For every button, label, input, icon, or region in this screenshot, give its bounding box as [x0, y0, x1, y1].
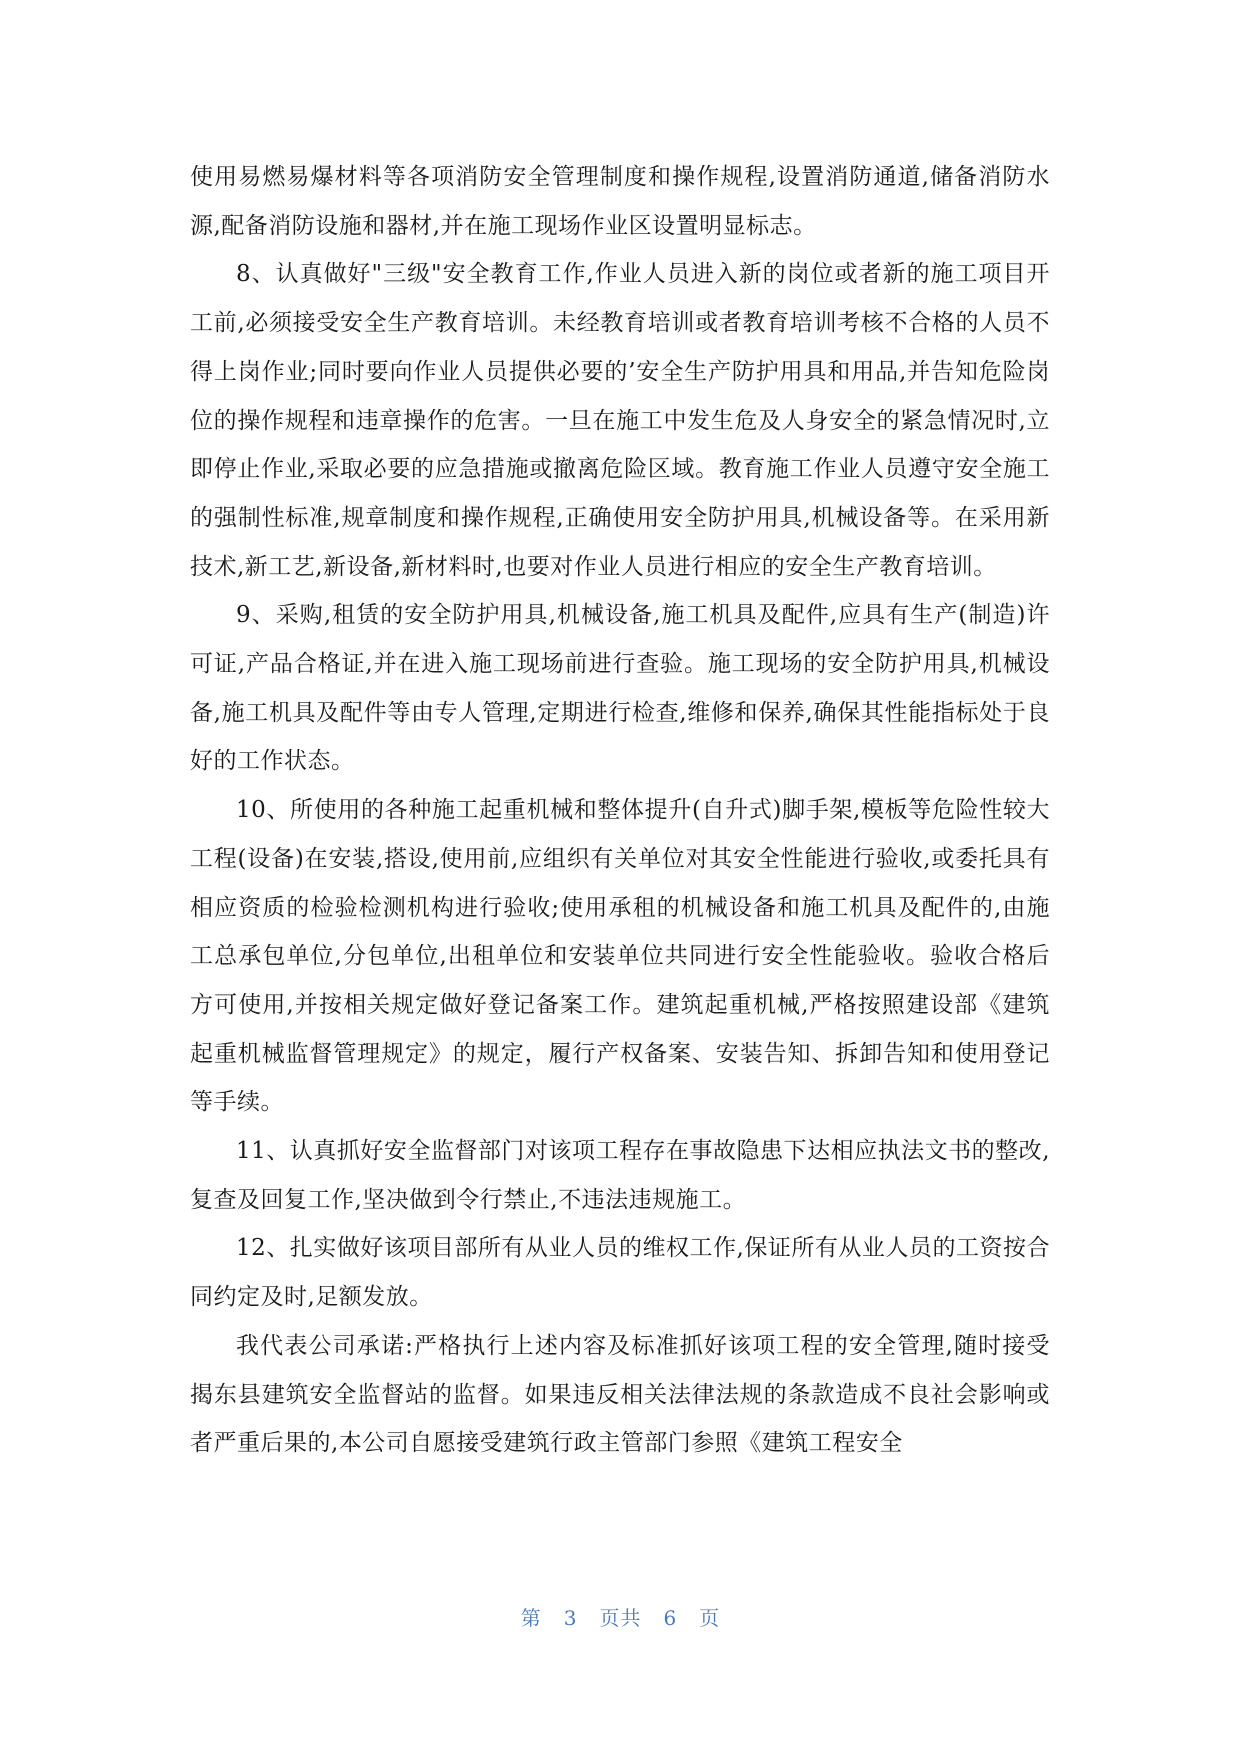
footer-prefix: 第	[520, 1606, 542, 1630]
paragraph-item-8: 8、认真做好"三级"安全教育工作,作业人员进入新的岗位或者新的施工项目开工前,必须接受安全生产教育培训。未经教育培训或者教育培训考核不合格的人员不得上岗作业;同时要向作业人员提供必要的’安全生产防护用具和用品,并告知危险岗位的操作规程和违章操作的危害。一旦在施工中发生危及人身安全的紧急情况时,立即停止作业,采取必要的应急措施或撤离危险区域。教育施工作业人员遵守安全施工的强制性标准,规章制度和操作规程,正确使用安全防护用具,机械设备等。在采用新技术,新工艺,新设备,新材料时,也要对作业人员进行相应的安全生产教育培训。	[190, 261, 1050, 580]
paragraph-item-10: 10、所使用的各种施工起重机械和整体提升(自升式)脚手架,模板等危险性较大工程(设备)在安装,搭设,使用前,应组织有关单位对其安全性能进行验收,或委托具有相应资质的检验检测机构进行验收;使用承租的机械设备和施工机具及配件的,由施工总承包单位,分包单位,出租单位和安装单位共同进行安全性能验收。验收合格后方可使用,并按相关规定做好登记备案工作。建筑起重机械,严格按照建设部《建筑起重机械监督管理规定》的规定，履行产权备案、安装告知、拆卸告知和使用登记等手续。	[190, 797, 1050, 1116]
paragraph-item-12: 12、扎实做好该项目部所有从业人员的维权工作,保证所有从业人员的工资按合同约定及时,足额发放。	[190, 1235, 1050, 1311]
page-footer	[0, 1602, 1241, 1631]
paragraph-fire-safety-continued: 使用易燃易爆材料等各项消防安全管理制度和操作规程,设置消防通道,储备消防水源,配备消防设施和器材,并在施工现场作业区设置明显标志。	[190, 164, 1050, 239]
footer-total-pages: 6	[663, 1606, 678, 1630]
document-body	[190, 153, 1050, 1468]
footer-suffix: 页	[699, 1606, 721, 1630]
footer-middle: 页共	[599, 1606, 642, 1630]
paragraph-item-9: 9、采购,租赁的安全防护用具,机械设备,施工机具及配件,应具有生产(制造)许可证,产品合格证,并在进入施工现场前进行查验。施工现场的安全防护用具,机械设备,施工机具及配件等由专人管理,定期进行检查,维修和保养,确保其性能指标处于良好的工作状态。	[190, 602, 1050, 775]
footer-current-page: 3	[563, 1606, 578, 1630]
paragraph-item-11: 11、认真抓好安全监督部门对该项工程存在事故隐患下达相应执法文书的整改,复查及回复工作,坚决做到令行禁止,不违法违规施工。	[190, 1138, 1050, 1213]
paragraph-commitment: 我代表公司承诺:严格执行上述内容及标准抓好该项工程的安全管理,随时接受揭东县建筑安全监督站的监督。如果违反相关法律法规的条款造成不良社会影响或者严重后果的,本公司自愿接受建筑行政主管部门参照《建筑工程安全	[190, 1332, 1050, 1457]
